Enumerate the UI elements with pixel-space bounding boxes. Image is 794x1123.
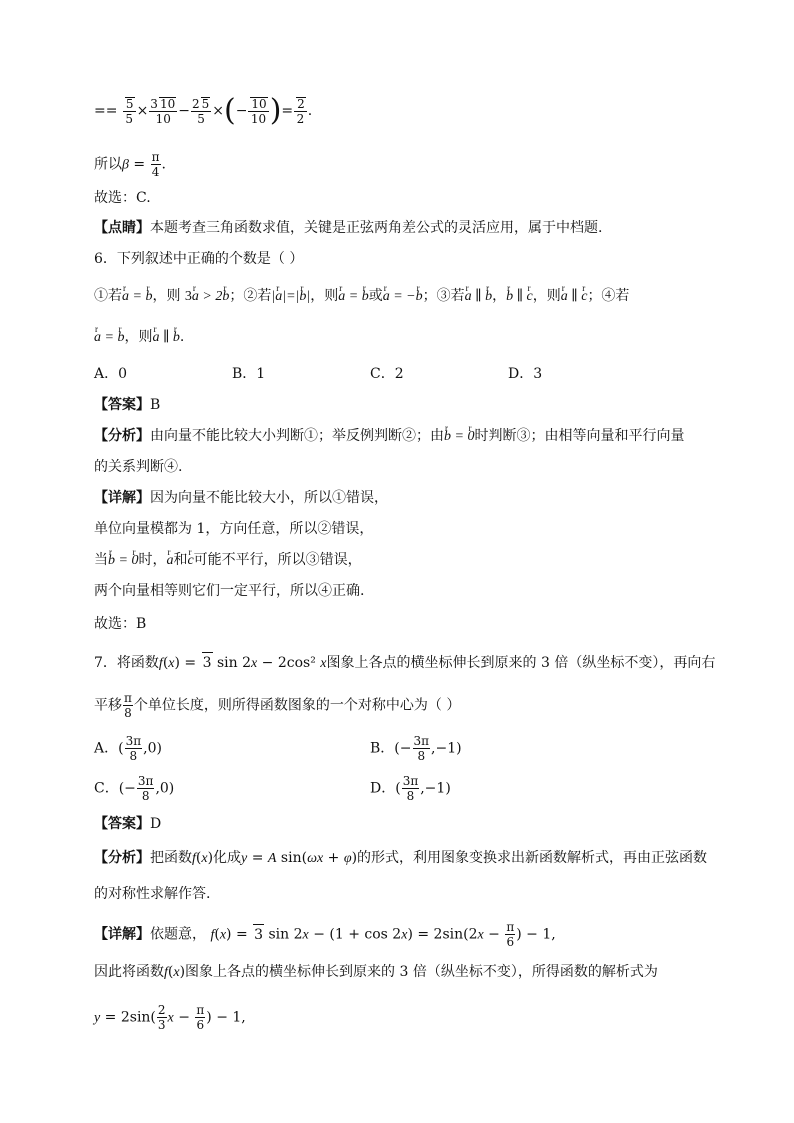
tag-label: 【答案】 — [94, 397, 150, 413]
fraction: $\frac{2}{2}$ — [294, 97, 307, 125]
tag-label: 【分析】 — [94, 428, 150, 444]
text: D． — [370, 780, 396, 797]
option-c: C．2 — [370, 366, 404, 382]
option-7-b: B．(− $\frac{3\pi}{8}$ ,−1) — [370, 734, 462, 763]
fraction: $\frac{2 5}{5}$ — [191, 97, 210, 126]
analysis-7-cont: 的对称性求解作答. — [94, 886, 211, 902]
question-7: 7．将函数f(x) = 3 sin 2x − 2cos² x图象上各点的横坐标伸长到原来的 3 倍（纵坐标不变），再向右 — [94, 652, 715, 674]
option-d: D．3 — [508, 366, 543, 382]
text: ，则 — [152, 288, 181, 304]
detail-6-line-4: 两个向量相等则它们一定平行，所以④正确. — [94, 583, 365, 599]
tag-label: 【详解】 — [94, 490, 150, 506]
detail-6-line-3: 当r b = r 0时，r a和r c可能不平行，所以③错误， — [94, 550, 362, 571]
text: 由向量不能比较大小判断①；举反例判断②；由 — [150, 428, 444, 444]
text: A． — [94, 740, 119, 757]
analysis-7: 【分析】把函数f(x)化成y = A sin(ωx + φ)的形式，利用图象变换求出新函数解析式，再由正弦函数 — [94, 850, 708, 866]
conclusion-line: 所以β = $\frac{\pi}{4}$ . — [94, 150, 166, 179]
fraction: $\frac{\pi}{6}$ — [506, 920, 515, 949]
equals-sign: == — [94, 103, 118, 119]
text: 所以 — [94, 156, 122, 173]
text: ；③若 — [422, 288, 465, 304]
text: 图象上各点的横坐标伸长到原来的 3 倍（纵坐标不变），再向右 — [326, 655, 716, 671]
text: ，则 — [532, 288, 561, 304]
text: 本题考查三角函数求值，关键是正弦两角差公式的灵活应用，属于中档题. — [150, 220, 603, 236]
text: ，则 — [124, 329, 153, 345]
question-6-statements: ①若r a = r b，则 3r a > 2r b；②若|r a|=|r b|，则r a = r b或r a = −r b；③若r a ∥ r b，r b ∥ r c，则r a ∥ r c；④若 — [94, 286, 629, 307]
text: 和 — [173, 552, 188, 568]
text: 时判断③；由相等向量和平行向量 — [474, 428, 685, 444]
fraction: $\frac{3\pi}{8}$ — [137, 774, 154, 803]
detail-6-line-2: 单位向量模都为 1，方向任意，所以②错误， — [94, 521, 374, 537]
text: B． — [370, 740, 395, 757]
fraction: $\frac{10}{10}$ — [248, 97, 268, 125]
text: ①若 — [94, 288, 122, 304]
detail-7: 【详解】依题意， f(x) = 3 sin 2x − (1 + cos 2x) = 2sin(2x − $\frac{\pi}{6}$ ) − 1, — [94, 920, 556, 949]
question-6-statement-4: r a = r b，则r a ∥ r b. — [94, 327, 184, 348]
text: B — [150, 397, 161, 413]
text: 的形式，利用图象变换求出新函数解析式，再由正弦函数 — [357, 850, 708, 866]
tag-label: 【答案】 — [94, 816, 150, 832]
text: 平移 — [94, 697, 122, 714]
fraction: $\frac{5}{5}$ — [123, 97, 136, 125]
text: D — [150, 816, 162, 832]
question-7-cont — [94, 692, 460, 719]
text: C． — [94, 780, 119, 797]
fraction: $\frac{3 10}{10}$ — [150, 97, 176, 126]
fraction: $\frac{\pi}{6}$ — [196, 1003, 205, 1032]
text: 化成 — [213, 850, 242, 866]
choice-line: 故选：C. — [94, 190, 151, 206]
detail-6 — [94, 488, 388, 508]
option-a: A．0 — [94, 366, 128, 382]
detail-7-formula: y = 2sin( $\frac{2}{3}$ x − $\frac{\pi}{6}$ ) − 1, — [94, 1003, 246, 1032]
text: 时， — [138, 552, 167, 568]
formula-line-1: == $\frac{5}{5}$ × $\frac{3 10}{10}$ − $\frac{2 5}{5}$ ×(− $\frac{10}{10}$ )= $\frac{2}{2}$ . — [94, 93, 313, 128]
question-6: 6．下列叙述中正确的个数是（ ） — [94, 251, 304, 267]
text: 可能不平行，所以③错误， — [193, 552, 362, 568]
analysis-6: 【分析】由向量不能比较大小判断①；举反例判断②；由r b = r 0时判断③；由相等向量和平行向量 — [94, 426, 684, 447]
text: ， — [492, 288, 507, 304]
detail-7-line-2: 因此将函数f(x)图象上各点的横坐标伸长到原来的 3 倍（纵坐标不变），所得函数的解析式为 — [94, 964, 658, 980]
text: ；②若 — [229, 288, 272, 304]
text: 把函数 — [150, 850, 192, 866]
fraction: $\frac{\pi}{8}$ — [124, 691, 132, 720]
text: 当 — [94, 552, 108, 568]
tag-label: 【详解】 — [94, 926, 150, 943]
option-7-a: A．( $\frac{3\pi}{8}$ ,0) — [94, 734, 162, 763]
fraction: $\frac{3\pi}{8}$ — [402, 774, 419, 803]
tip-line — [94, 218, 602, 238]
text: 图象上各点的横坐标伸长到原来的 3 倍（纵坐标不变），所得函数的解析式为 — [185, 964, 658, 980]
tag-label: 【点睛】 — [94, 220, 150, 236]
text: ；④若 — [587, 288, 630, 304]
option-7-d: D．( $\frac{3\pi}{8}$ ,−1) — [370, 774, 451, 803]
fraction: $\frac{3\pi}{8}$ — [125, 734, 142, 763]
analysis-6-cont: 的关系判断④. — [94, 459, 183, 475]
text: ，则 — [310, 288, 339, 304]
text: 或 — [368, 288, 383, 304]
text: 因此将函数 — [94, 964, 164, 980]
tag-label: 【分析】 — [94, 850, 150, 866]
detail-6-choice: 故选：B — [94, 616, 147, 632]
text: 因为向量不能比较大小，所以①错误， — [150, 490, 388, 506]
fraction: $\frac{2}{3}$ — [157, 1003, 166, 1032]
option-b: B．1 — [232, 366, 266, 382]
text: 7．将函数 — [94, 655, 159, 671]
answer-6 — [94, 395, 160, 415]
text: 个单位长度，则所得函数图象的一个对称中心为（ ） — [133, 697, 461, 714]
answer-7 — [94, 814, 161, 834]
fraction: $\frac{3\pi}{8}$ — [413, 734, 430, 763]
fraction: $\frac{\pi}{4}$ — [151, 150, 160, 179]
text: 依题意， — [150, 926, 206, 943]
option-7-c: C．(− $\frac{3\pi}{8}$ ,0) — [94, 774, 175, 803]
